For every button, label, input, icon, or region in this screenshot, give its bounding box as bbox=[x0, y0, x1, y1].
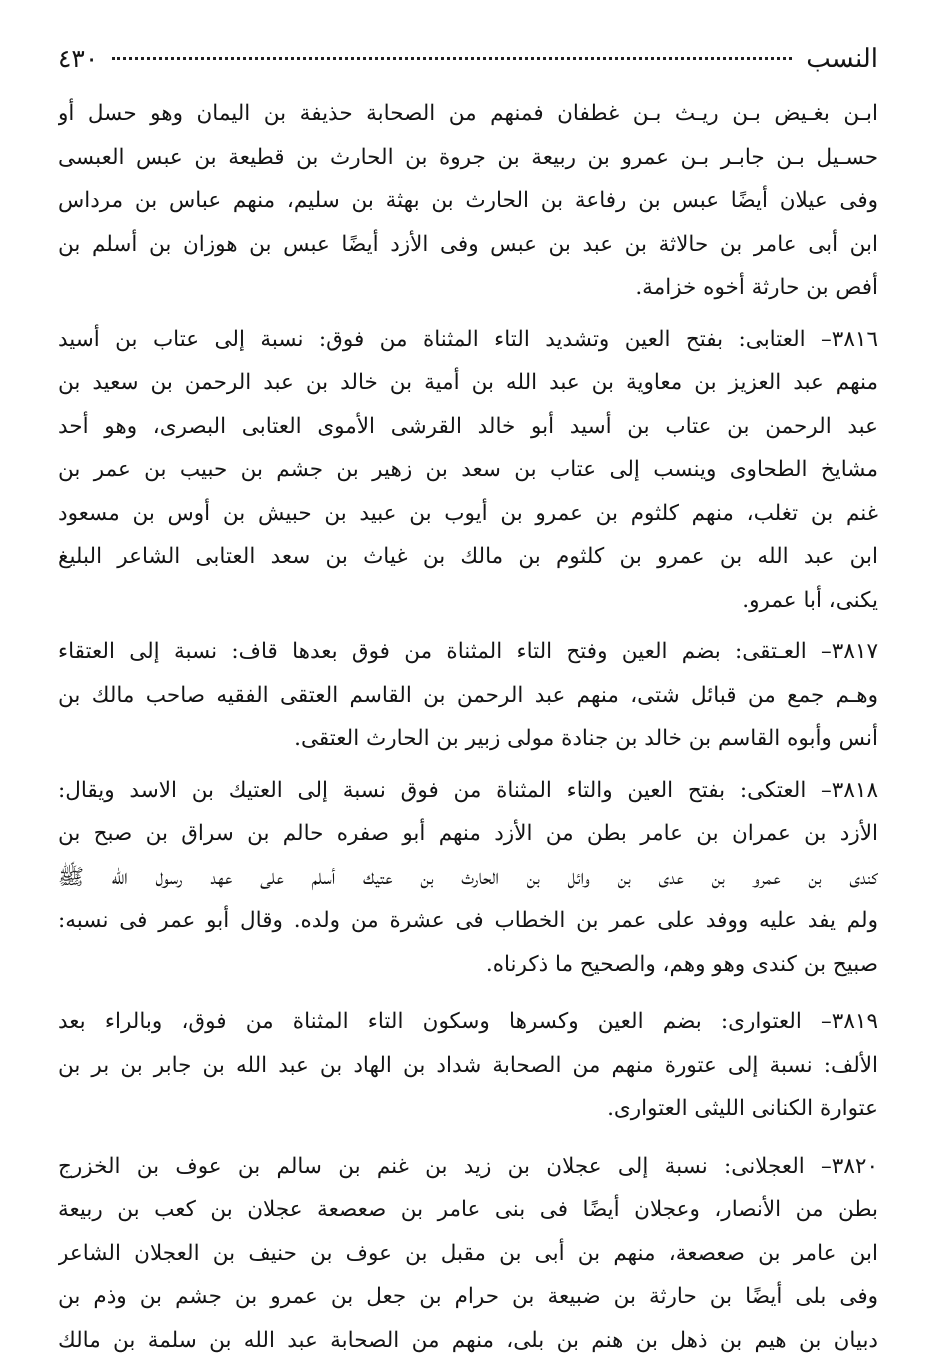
text-line: مشايخ الطحاوى وينسب إلى عتاب بن سعد بن زهير بن جشم بن حبيب بن عمر بن bbox=[58, 448, 878, 492]
text-line: أنس وأبوه القاسم بن خالد بن جنادة مولى زبير بن الحارث العتقى. bbox=[58, 717, 878, 761]
entry-heading-line: ٣٨١٨– العتكى: بفتح العين والتاء المثناة من فوق نسبة إلى العتيك بن الاسد ويقال: bbox=[58, 769, 878, 813]
entry-3819 bbox=[58, 1000, 878, 1131]
text-line: الألف: نسبة إلى عتورة منهم من الصحابة شداد بن الهاد بن عبد الله بن جابر بن بر بن bbox=[58, 1044, 878, 1088]
entry-3816 bbox=[58, 318, 878, 623]
text-line: دبيان بن هيم بن ذهل بن هنم بن بلى، منهم من الصحابة عبد الله بن سلمة بن مالك bbox=[58, 1319, 878, 1362]
text-line: كندى بن عمرو بن عدى بن وائل بن الحارث بن عتيك أسلم على عهد رسول الله ﷺ bbox=[58, 856, 878, 900]
leader-dots bbox=[112, 57, 792, 60]
text-line: يكنى، أبا عمرو. bbox=[58, 579, 878, 623]
text-line: وفى عيلان أيضًا عبس بن رفاعة بن الحارث بن بهثة بن سليم، منهم عباس بن مرداس bbox=[58, 179, 878, 223]
book-page bbox=[58, 44, 878, 1362]
text-line: صبيح بن كندى وهو وهم، والصحيح ما ذكرناه. bbox=[58, 943, 878, 987]
text-line: ابن عامر بن صعصعة، منهم بن أبى بن مقبل بن عوف بن حنيف بن العجلان الشاعر bbox=[58, 1232, 878, 1276]
text-line: ابـن بغـيض بـن ريـث بـن غطفان فمنهم من الصحابة حذيفة بن اليمان وهو حسل أو bbox=[58, 92, 878, 136]
entry-heading-line: ٣٨٢٠– العجلانى: نسبة إلى عجلان بن زيد بن غنم بن سالم بن عوف بن الخزرج bbox=[58, 1145, 878, 1189]
entry-heading-line: ٣٨١٧– العـتقى: بضم العين وفتح التاء المثناة من فوق بعدها قاف: نسبة إلى العتقاء bbox=[58, 630, 878, 674]
text-line: الأزد بن عمران بن عامر بطن من الأزد منهم أبو صفره حالم بن سراق بن صبح بن bbox=[58, 812, 878, 856]
entry-3818 bbox=[58, 769, 878, 987]
text-line: عتوارة الكنانى الليثى العتوارى. bbox=[58, 1087, 878, 1131]
text-line: أفص بن حارثة أخوه خزامة. bbox=[58, 266, 878, 310]
text-line: بطن من الأنصار، وعجلان أيضًا فى بنى عامر بن صعصعة عجلان بن كعب بن ربيعة bbox=[58, 1188, 878, 1232]
text-line: منهم عبد العزيز بن معاوية بن عبد الله بن أمية بن خالد بن عبد الرحمن بن سعيد بن bbox=[58, 361, 878, 405]
text-line: غنم بن تغلب، منهم كلثوم بن عمرو بن أيوب بن عبيد بن حبيش بن أوس بن مسعود bbox=[58, 492, 878, 536]
entry-3817 bbox=[58, 630, 878, 761]
entry-continuation bbox=[58, 92, 878, 310]
text-line: وهـم جمع من قبائل شتى، منهم عبد الرحمن بن القاسم العتقى الفقيه صاحب مالك بن bbox=[58, 674, 878, 718]
entry-3820 bbox=[58, 1145, 878, 1362]
text-line: ابن عبد الله بن عمرو بن كلثوم بن مالك بن غياث بن سعد العتابى الشاعر البليغ bbox=[58, 535, 878, 579]
entry-heading-line: ٣٨١٦– العتابى: بفتح العين وتشديد التاء المثناة من فوق: نسبة إلى عتاب بن أسيد bbox=[58, 318, 878, 362]
entry-heading-line: ٣٨١٩– العتوارى: بضم العين وكسرها وسكون التاء المثناة من فوق، وبالراء بعد bbox=[58, 1000, 878, 1044]
running-header bbox=[58, 44, 878, 92]
text-line: حسـيل بـن جابـر بـن عمرو بن ربيعة بن جروة بن الحارث بن قطيعة بن عبس العبسى bbox=[58, 136, 878, 180]
text-line: عبد الرحمن بن عتاب بن أسيد أبو خالد القرشى الأموى العتابى البصرى، وهو أحد bbox=[58, 405, 878, 449]
text-line: وفى بلى أيضًا بن حارثة بن ضبيعة بن حرام بن جعل بن عمرو بن جشم بن وذم بن bbox=[58, 1275, 878, 1319]
page-number: ٤٣٠ bbox=[58, 44, 98, 73]
text-line: ولم يفد عليه ووفد على عمر بن الخطاب فى عشرة من ولده. وقال أبو عمر فى نسبه: bbox=[58, 899, 878, 943]
text-line: ابن أبى عامر بن حالاثة بن عبد بن عبس وفى الأزد أيضًا عبس بن هوزان بن أسلم بن bbox=[58, 223, 878, 267]
section-title: النسب bbox=[806, 44, 878, 74]
